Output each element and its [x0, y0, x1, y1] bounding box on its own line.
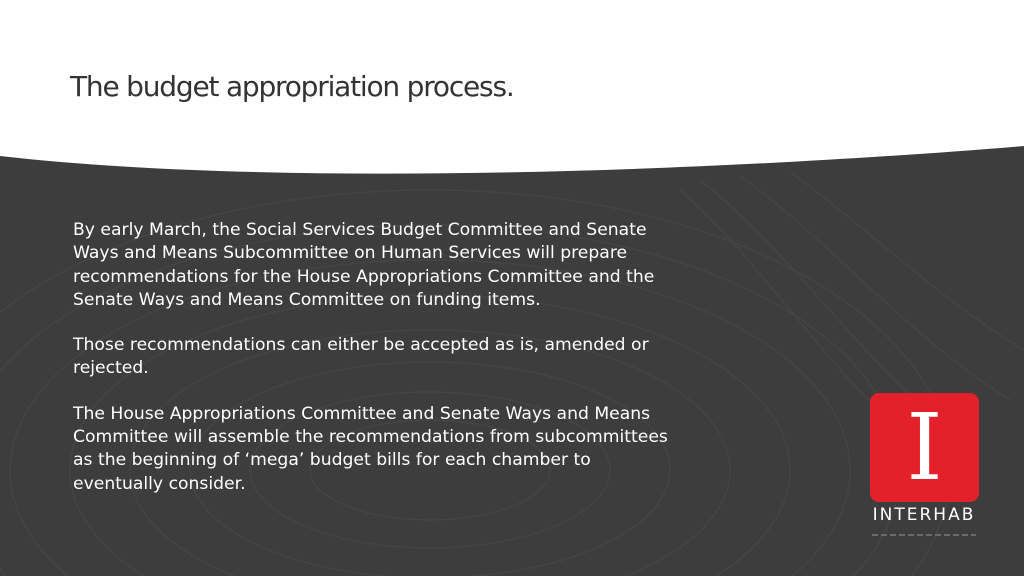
logo-tagline-graphic — [864, 531, 984, 539]
logo-letter: I — [906, 394, 943, 501]
logo-red-square — [870, 393, 979, 502]
paragraph-2: Those recommendations can either be accepted as is, amended or rejected. — [73, 335, 649, 379]
slide-body — [73, 219, 683, 518]
paragraph-3: The House Appropriations Committee and Senate Ways and Means Committee will assemble the recommendations from subcommittees as the beginning of ‘mega’ budget bills for each chamber to eventually consider. — [73, 403, 668, 494]
logo-name: INTERHAB — [872, 505, 976, 525]
slide-title: The budget appropriation process. — [70, 70, 514, 103]
paragraph-1: By early March, the Social Services Budget Committee and Senate Ways and Means Subcommittee on Human Services will prepare recommendations for the House Appropriations Committee and the Senate Ways and Means Committee on funding items. — [73, 220, 655, 310]
